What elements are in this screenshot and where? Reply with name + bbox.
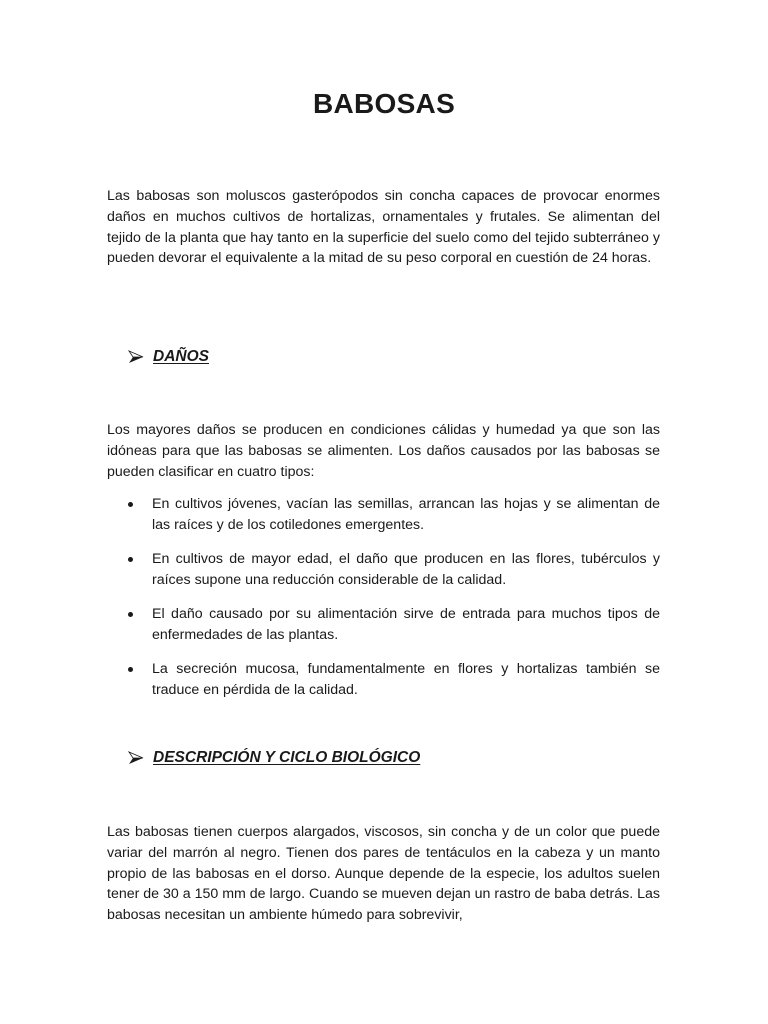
list-item <box>107 604 660 646</box>
bullet-dot-icon <box>128 612 133 617</box>
list-item <box>107 494 660 536</box>
list-item-text: La secreción mucosa, fundamentalmente en flores y hortalizas también se traduce en pérdida de la calidad. <box>152 660 660 698</box>
section-heading-label: DESCRIPCIÓN Y CICLO BIOLÓGICO <box>153 749 421 766</box>
danos-bullet-list <box>107 494 660 714</box>
list-item-text: En cultivos jóvenes, vacían las semillas, arrancan las hojas y se alimentan de las raíces y de los cotiledones emergentes. <box>152 496 660 533</box>
section-heading-descripcion <box>128 749 420 767</box>
list-item <box>107 549 660 591</box>
bullet-dot-icon <box>128 557 133 562</box>
descripcion-paragraph: Las babosas tienen cuerpos alargados, viscosos, sin concha y de un color que puede variar del marrón al negro. Tienen dos pares de tentáculos en la cabeza y un manto propio de las babosas en el dorso. Aunque depende de la especie, los adultos suelen tener de 30 a 150 mm de largo. Cuando se mueven dejan un rastro de baba detrás. Las babosas necesitan un ambiente húmedo para sobrevivir, <box>107 824 660 924</box>
intro-paragraph: Las babosas son moluscos gasterópodos sin concha capaces de provocar enormes daños en muchos cultivos de hortalizas, ornamentales y frutales. Se alimentan del tejido de la planta que hay tanto en la superficie del suelo como del tejido subterráneo y pueden devorar el equivalente a la mitad de su peso corporal en cuestión de 24 horas. <box>107 188 660 267</box>
section-heading-danos <box>128 348 209 366</box>
list-item-text: En cultivos de mayor edad, el daño que producen en las flores, tubérculos y raíces supone una reducción considerable de la calidad. <box>152 550 660 588</box>
danos-paragraph: Los mayores daños se producen en condiciones cálidas y humedad ya que son las idóneas para que las babosas se alimenten. Los daños causados por las babosas se pueden clasificar en cuatro tipos: <box>107 422 660 480</box>
section-heading-label: DAÑOS <box>153 348 209 365</box>
bullet-dot-icon <box>128 667 133 672</box>
list-item-text: El daño causado por su alimentación sirve de entrada para muchos tipos de enfermedades de las plantas. <box>152 605 660 643</box>
bullet-dot-icon <box>128 502 133 507</box>
arrowhead-bullet-icon <box>128 751 144 765</box>
arrowhead-bullet-icon <box>128 350 144 364</box>
list-item <box>107 659 660 701</box>
document-title: BABOSAS <box>312 88 456 119</box>
